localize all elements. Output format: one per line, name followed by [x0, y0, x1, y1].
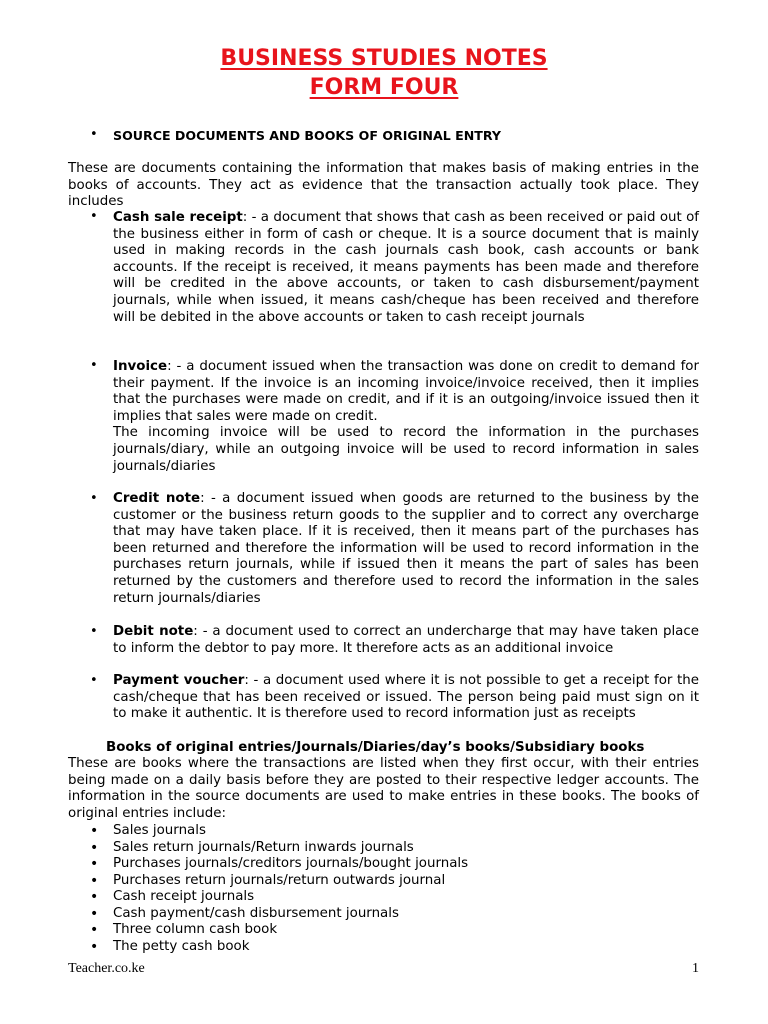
item-text: : - a document issued when goods are returned to the business by the customer or the business return goods to the supplier and to correct any overcharge that may have taken place. If it is received, then it means part of the purchases has been returned and therefore the information will be used to record information in the purchases return journals, while if issued then it means the part of sales has been returned by the customers and therefore used to record the information in the sales return journals/diaries — [113, 491, 700, 606]
list-item — [113, 491, 699, 607]
item-text: : - a document used to correct an undercharge that may have taken place to inform the debtor to pay more. It therefore acts as an additional invoice — [113, 624, 699, 656]
books-list-item: • Purchases return journals/return outwards journal — [90, 873, 468, 890]
item-text: : - a document used where it is not possible to get a receipt for the cash/cheque that has been received or issued. The person being paid must sign on it to make it authentic. It is therefore used to record information just as receipts — [113, 673, 699, 722]
bullet: • — [90, 358, 98, 373]
books-intro-paragraph: These are books where the transactions are listed when they first occur, with their entries being made on a daily basis before they are posted to their respective ledger accounts. The information in the source documents are used to make entries in these books. The books of original entries include: — [68, 756, 699, 821]
item-text: : - a document issued when the transaction was done on credit to demand for their payment. If the invoice is an incoming invoice/invoice received, then it implies that the purchases were made on credit, and if it is an outgoing/invoice issued then it implies that sales were made on credit. — [113, 359, 699, 424]
list-item — [113, 210, 699, 326]
books-list-item: • The petty cash book — [90, 939, 468, 956]
bullet: • — [90, 491, 98, 506]
item-term: Payment voucher — [113, 673, 245, 688]
list-item — [113, 673, 699, 723]
bullet: • — [90, 673, 98, 688]
books-list-item: • Purchases journals/creditors journals/bought journals — [90, 856, 468, 873]
document-title: BUSINESS STUDIES NOTES — [220, 46, 548, 71]
item-term: Credit note — [113, 491, 201, 506]
books-list-item: • Cash payment/cash disbursement journals — [90, 906, 468, 923]
books-heading: Books of original entries/Journals/Diaries/day’s books/Subsidiary books — [106, 740, 645, 755]
books-list-item: • Three column cash book — [90, 922, 468, 939]
bullet: • — [90, 127, 98, 142]
intro-paragraph: These are documents containing the information that makes basis of making entries in the books of accounts. They act as evidence that the transaction actually took place. They includes — [68, 161, 699, 210]
item-text: : - a document that shows that cash as been received or paid out of the business either in form of cash or cheque. It is a source document that is mainly used in making records in the cash journals cash book, cash accounts or bank accounts. If the receipt is received, it means payments has been made and therefore will be credited in the above accounts, or taken to cash disbursement/payment journals, while when issued, it means cash/cheque has been received and therefore will be debited in the above accounts or taken to cash receipt journals — [113, 210, 699, 325]
footer-source: Teacher.co.ke — [68, 961, 145, 976]
list-item — [113, 624, 699, 657]
item-term: Invoice — [113, 359, 168, 374]
section-heading: SOURCE DOCUMENTS AND BOOKS OF ORIGINAL ENTRY — [113, 128, 501, 143]
item-term: Debit note — [113, 624, 194, 639]
page-number: 1 — [692, 961, 699, 976]
item-text-continued: The incoming invoice will be used to record the information in the purchases journals/diary, while an outgoing invoice will be used to record information in sales journals/diaries — [113, 425, 699, 474]
document-subtitle: FORM FOUR — [309, 75, 459, 100]
list-item — [113, 359, 699, 475]
books-list-item: • Sales return journals/Return inwards journals — [90, 840, 468, 857]
bullet: • — [90, 624, 98, 639]
books-list-item: • Sales journals — [90, 823, 468, 840]
books-list-item: • Cash receipt journals — [90, 889, 468, 906]
books-list — [90, 823, 468, 955]
bullet: • — [90, 209, 98, 224]
item-term: Cash sale receipt — [113, 210, 243, 225]
